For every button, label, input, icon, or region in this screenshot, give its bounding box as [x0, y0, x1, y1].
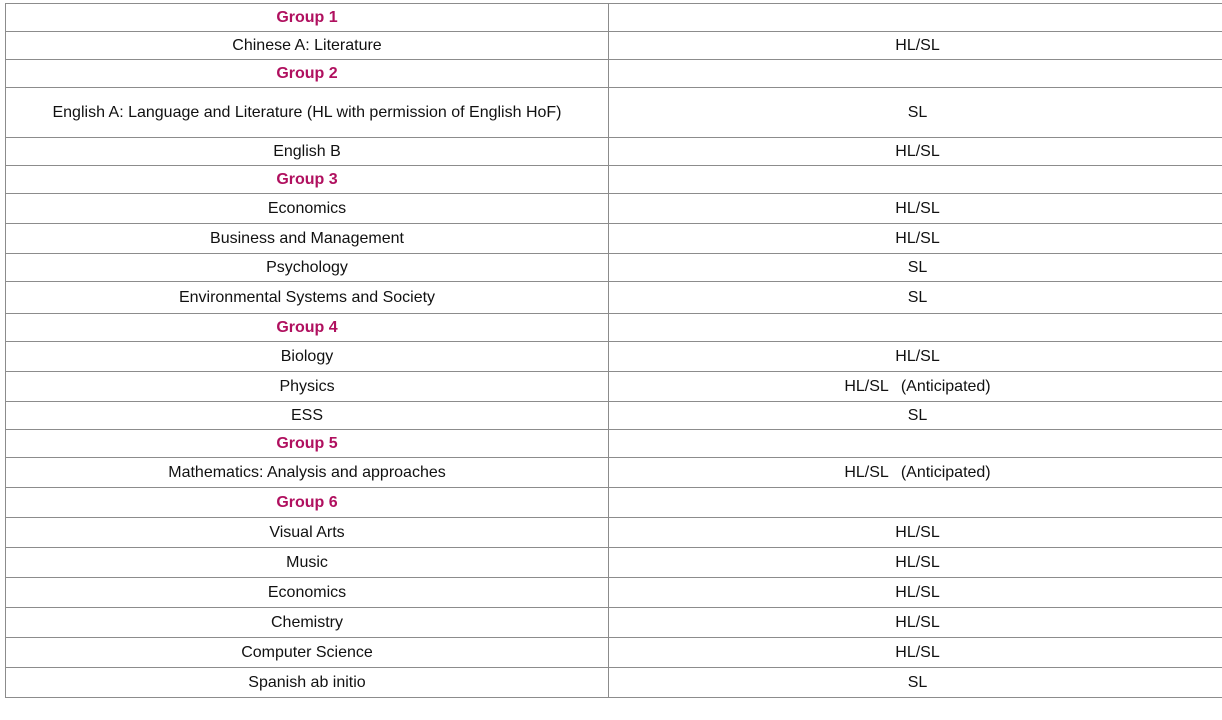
course-name: Chemistry — [6, 608, 609, 638]
course-name: Environmental Systems and Society — [6, 282, 609, 314]
course-name: Spanish ab initio — [6, 668, 609, 698]
group-header-row — [6, 430, 1222, 458]
level-value: HL/SL — [895, 36, 940, 54]
level-value: HL/SL — [895, 643, 940, 661]
course-level — [609, 608, 1222, 638]
course-row — [6, 138, 1222, 166]
course-level — [609, 282, 1222, 314]
course-row — [6, 32, 1222, 60]
level-value: HL/SL — [844, 377, 889, 395]
group-label: Group 4 — [6, 314, 609, 342]
course-name: Psychology — [6, 254, 609, 282]
course-level — [609, 548, 1222, 578]
level-value: HL/SL — [895, 553, 940, 571]
course-level — [609, 314, 1222, 342]
course-name: Computer Science — [6, 638, 609, 668]
course-row — [6, 608, 1222, 638]
course-row — [6, 402, 1222, 430]
course-name: Chinese A: Literature — [6, 32, 609, 60]
course-level — [609, 458, 1222, 488]
course-level — [609, 578, 1222, 608]
level-note: (Anticipated) — [900, 463, 991, 481]
course-row — [6, 342, 1222, 372]
course-level — [609, 638, 1222, 668]
course-row — [6, 282, 1222, 314]
group-label: Group 2 — [6, 60, 609, 88]
course-level — [609, 194, 1222, 224]
course-row — [6, 254, 1222, 282]
course-row — [6, 88, 1222, 138]
course-row — [6, 458, 1222, 488]
group-label: Group 5 — [6, 430, 609, 458]
course-level — [609, 60, 1222, 88]
level-value: HL/SL — [895, 229, 940, 247]
course-level — [609, 488, 1222, 518]
course-name: English A: Language and Literature (HL with permission of English HoF) — [6, 88, 609, 138]
course-level — [609, 166, 1222, 194]
level-value: HL/SL — [895, 613, 940, 631]
course-name: Economics — [6, 194, 609, 224]
group-label: Group 3 — [6, 166, 609, 194]
level-value: SL — [907, 673, 928, 691]
course-level — [609, 88, 1222, 138]
level-value: SL — [907, 258, 928, 276]
level-value: HL/SL — [844, 463, 889, 481]
level-value: HL/SL — [895, 347, 940, 365]
course-row — [6, 194, 1222, 224]
course-row — [6, 518, 1222, 548]
course-level — [609, 32, 1222, 60]
course-level — [609, 138, 1222, 166]
group-label: Group 1 — [6, 4, 609, 32]
subject-table — [5, 3, 1222, 698]
course-name: ESS — [6, 402, 609, 430]
level-value: SL — [907, 406, 928, 424]
group-header-row — [6, 4, 1222, 32]
course-row — [6, 638, 1222, 668]
course-name: English B — [6, 138, 609, 166]
course-level — [609, 224, 1222, 254]
group-label: Group 6 — [6, 488, 609, 518]
course-name: Visual Arts — [6, 518, 609, 548]
course-row — [6, 372, 1222, 402]
level-value: HL/SL — [895, 199, 940, 217]
course-name: Mathematics: Analysis and approaches — [6, 458, 609, 488]
level-value: HL/SL — [895, 142, 940, 160]
group-header-row — [6, 314, 1222, 342]
course-level — [609, 254, 1222, 282]
level-value: SL — [907, 103, 928, 121]
level-value: HL/SL — [895, 583, 940, 601]
level-value: SL — [907, 288, 928, 306]
course-level — [609, 518, 1222, 548]
group-header-row — [6, 60, 1222, 88]
group-header-row — [6, 488, 1222, 518]
course-name: Economics — [6, 578, 609, 608]
course-level — [609, 430, 1222, 458]
subject-table-body — [6, 4, 1222, 698]
course-level — [609, 342, 1222, 372]
course-level — [609, 402, 1222, 430]
course-row — [6, 224, 1222, 254]
course-level — [609, 668, 1222, 698]
course-row — [6, 668, 1222, 698]
course-name: Business and Management — [6, 224, 609, 254]
course-row — [6, 578, 1222, 608]
course-level — [609, 372, 1222, 402]
course-name: Physics — [6, 372, 609, 402]
course-name: Music — [6, 548, 609, 578]
level-value: HL/SL — [895, 523, 940, 541]
level-note: (Anticipated) — [900, 377, 991, 395]
group-header-row — [6, 166, 1222, 194]
course-level — [609, 4, 1222, 32]
course-row — [6, 548, 1222, 578]
course-name: Biology — [6, 342, 609, 372]
